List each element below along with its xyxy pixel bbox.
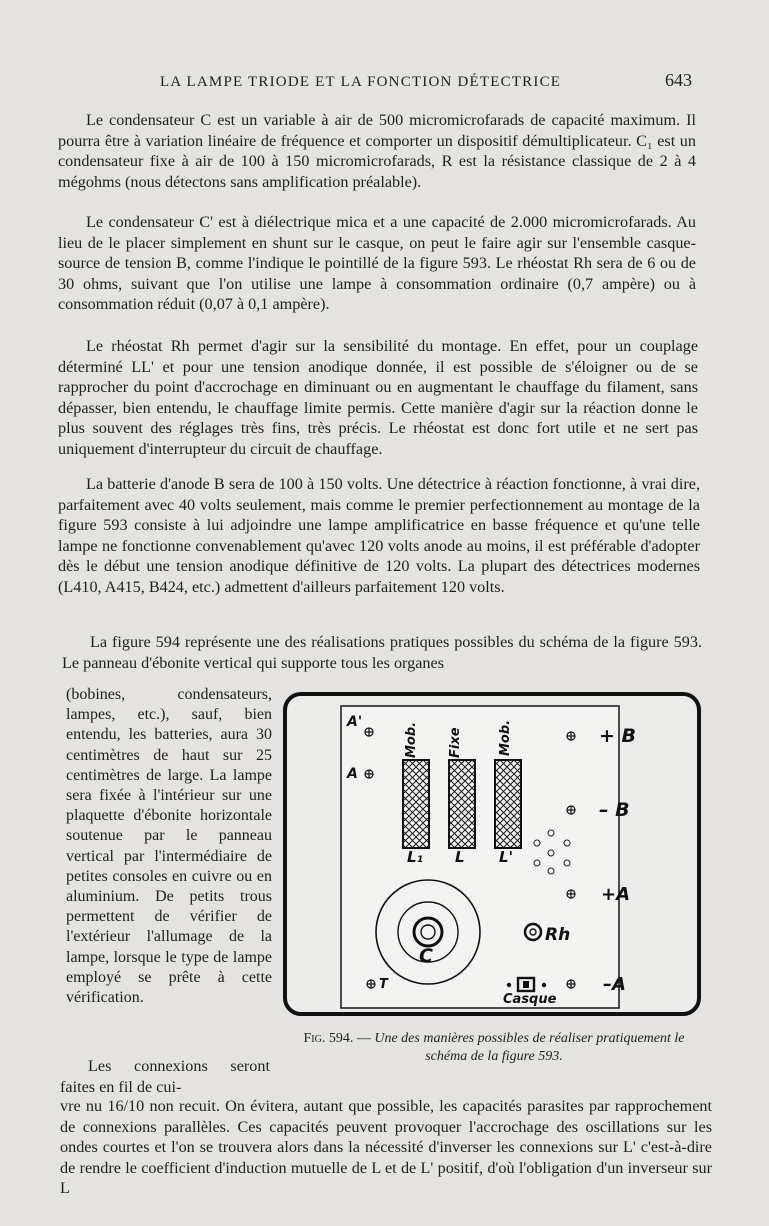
terminal-t — [367, 980, 375, 988]
figure-594-drawing — [283, 690, 701, 1030]
label-plus-a: +A — [601, 884, 631, 905]
label-c: C — [419, 945, 433, 967]
terminal-minus-a — [567, 980, 575, 988]
label-mob-2: Mob. — [498, 719, 513, 756]
paragraph-rheostat: Le rhéostat Rh permet d'agir sur la sensibilité du montage. En effet, pour un couplage déterminé LL' et pour une tension anodique donnée, il est possible de s'éloigner ou de se rapprocher du point d'accrochage en diminuant ou en augmentant le chauffage du filament, sans dépasser, bien entendu, le chauffage limite permis. Cette manière d'agir sur la réaction donne le plus souvent des réglages très fins, très précis. Le rhéostat est donc fort utile et ne sert pas uniquement d'interrupteur du circuit de chauffage. — [58, 337, 698, 458]
page-number: 643 — [665, 70, 692, 90]
terminal-plus-a — [567, 890, 575, 898]
label-casque: Casque — [503, 992, 557, 1007]
paragraph-panneau-wrap: (bobines, condensateurs, lampes, etc.), sauf, bien entendu, les batteries, aura 30 centimètres de haut sur 25 centimètres de large. La lampe sera fixée à l'intérieur sur une plaquette d'ébonite horizontale soutenue par le panneau vertical par l'intermédiaire de petites consoles en cuivre ou en aluminium. De petits trous permettent de vérifier de l'extérieur l'allumage de la lampe, lorsque le type de lampe employé se prête à cette vérification. — [66, 686, 272, 1007]
paragraph-connexions-start: Les connexions seront faites en fil de cui- — [60, 1057, 270, 1096]
terminal-a — [365, 770, 373, 778]
label-a-prime: A' — [347, 714, 363, 730]
label-plus-b: + B — [599, 725, 637, 747]
page-header — [60, 70, 700, 94]
coil-l1 — [403, 760, 429, 848]
paragraph-condensateur-c: Le condensateur C est un variable à air de 500 micromicrofarads de capacité maximum. Il pourra être à variation linéaire de fréquence et comporter un dispositif démultiplicateur. C₁ est un condensateur fixe à air de 100 à 150 micromicrofarads, R est la résistance classique de 2 à 4 mégohms (nous détectons sans amplification préalable). — [58, 111, 696, 191]
figure-caption — [296, 1030, 692, 1066]
ebonite-panel — [341, 706, 619, 1008]
terminal-minus-b — [567, 806, 575, 814]
coil-l-prime — [495, 760, 521, 848]
label-l: L — [455, 848, 465, 866]
caption-label: Fig. 594. — — [303, 1031, 371, 1046]
figure-594 — [283, 690, 701, 1030]
caption-text: Une des manières possibles de réaliser pratiquement le schéma de la figure 593. — [374, 1031, 685, 1064]
label-a: A — [347, 766, 358, 782]
label-fixe: Fixe — [448, 727, 463, 758]
label-rh: Rh — [545, 925, 571, 945]
label-l1: L₁ — [407, 848, 424, 866]
paragraph-batterie-anode: La batterie d'anode B sera de 100 à 150 volts. Une détectrice à réaction fonctionne, à vrai dire, parfaitement avec 40 volts seulement, mais comme le premier perfectionnement au montage de la figure 593 consiste à lui adjoindre une lampe amplificatrice en basse fréquence et qu'une telle lampe ne fonctionne convenablement qu'avec 120 volts anode au moins, il est préférable d'adopter dès le début une tension anodique définitive de 120 volts. La plupart des détectrices modernes (L410, A415, B424, etc.) admettent d'ailleurs parfaitement 120 volts. — [58, 475, 700, 596]
label-minus-a: –A — [603, 974, 626, 995]
label-t: T — [379, 977, 388, 992]
paragraph-figure-594-intro: La figure 594 représente une des réalisations pratiques possibles du schéma de la figure 593. Le panneau d'ébonite vertical qui supporte tous les organes — [62, 633, 702, 672]
label-minus-b: – B — [599, 799, 630, 821]
coil-l — [449, 760, 475, 848]
running-title: LA LAMPE TRIODE ET LA FONCTION DÉTECTRICE — [160, 74, 562, 90]
terminal-a-prime — [365, 728, 373, 736]
terminal-plus-b — [567, 732, 575, 740]
label-l-prime: L' — [499, 848, 514, 866]
paragraph-condensateur-c-prime: Le condensateur C' est à diélectrique mica et a une capacité de 2.000 micromicrofarads. Au lieu de le placer simplement en shunt sur le casque, on peut le faire agir sur l'ensemble casque-source de tension B, comme l'indique le pointillé de la figure 593. Le rhéostat Rh sera de 6 ou de 30 ohms, suivant que l'on utilise une lampe à consommation ordinaire (0,7 ampère) ou à consommation réduit (0,07 à 0,1 ampère). — [58, 213, 696, 314]
paragraph-connexions-end: vre nu 16/10 non recuit. On évitera, autant que possible, les capacités parasites par rapprochement de connexions parallèles. Ces capacités peuvent provoquer l'accrochage des oscillations sur les ondes courtes et l'on se trouvera alors dans la nécessité d'inverser les connexions sur L' c'est-à-dire de rendre le coefficient d'induction mutuelle de L et de L' positif, d'où l'obligation d'un inverseur sur L — [60, 1097, 712, 1198]
label-mob-1: Mob. — [404, 721, 419, 758]
